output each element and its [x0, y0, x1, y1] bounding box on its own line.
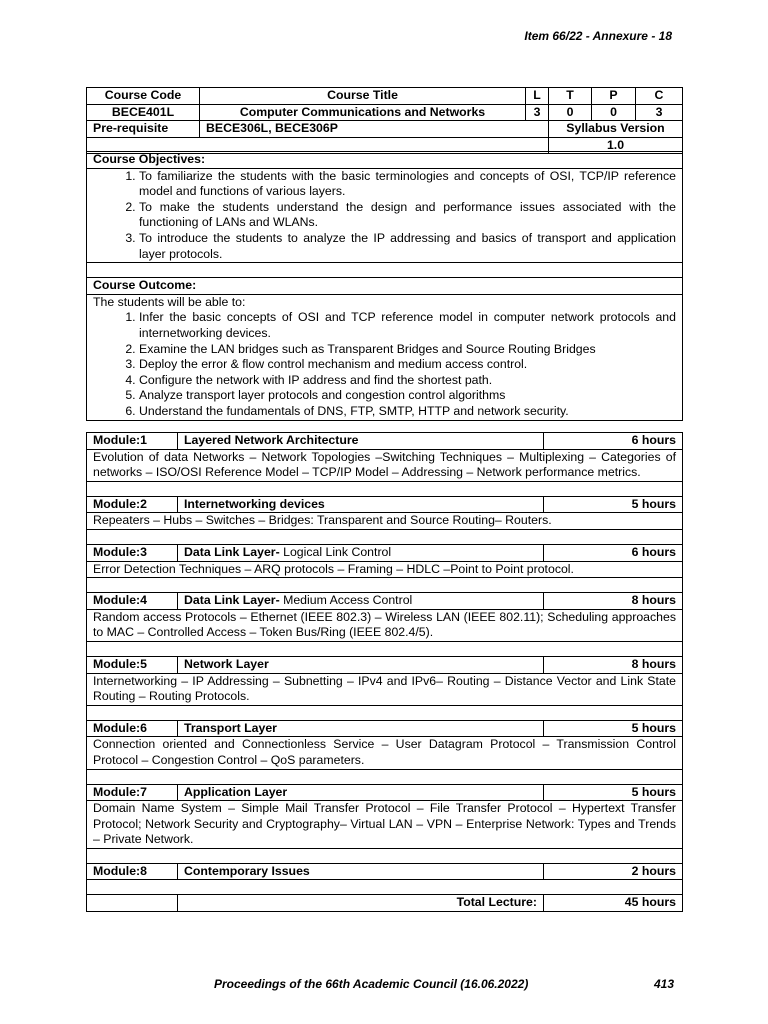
page-number: 413 [653, 977, 674, 991]
objectives-outcomes-table [86, 151, 683, 421]
p-label: P [592, 88, 636, 105]
course-header-row [87, 88, 683, 105]
prereq-value: BECE306L, BECE306P [200, 121, 549, 138]
outcomes-heading: Course Outcome: [87, 278, 683, 295]
objective-item: 3. To introduce the students to analyze the IP addressing and basics of transport and application layer protocols. [139, 231, 676, 262]
t-label: T [549, 88, 592, 105]
total-row [87, 895, 683, 912]
outcome-item: 5. Analyze transport layer protocols and congestion control algorithms [139, 388, 676, 404]
c-label: C [636, 88, 683, 105]
module-content [87, 880, 683, 895]
module-label: Module:7 [87, 784, 178, 801]
spacer-row [87, 578, 683, 593]
outcomes-cell [87, 294, 683, 420]
module-header-row [87, 784, 683, 801]
course-title: Computer Communications and Networks [200, 104, 526, 121]
module-title [178, 784, 544, 801]
module-title [178, 656, 544, 673]
module-hours: 5 hours [544, 496, 683, 513]
module-content: Repeaters – Hubs – Switches – Bridges: Transparent and Source Routing– Routers. [87, 513, 683, 530]
module-hours: 5 hours [544, 720, 683, 737]
module-label: Module:3 [87, 544, 178, 561]
module-hours: 8 hours [544, 593, 683, 610]
outcome-item: 1. Infer the basic concepts of OSI and TCP reference model in computer network protocols and internetworking devices. [139, 310, 676, 341]
module-label: Module:8 [87, 863, 178, 880]
outcomes-list [93, 310, 676, 419]
module-hours: 6 hours [544, 544, 683, 561]
syllabus-version-label: Syllabus Version [549, 121, 683, 138]
spacer-row [87, 769, 683, 784]
prereq-row [87, 121, 683, 138]
module-title [178, 433, 544, 450]
module-label: Module:4 [87, 593, 178, 610]
module-header-row [87, 593, 683, 610]
proceedings-text: Proceedings of the 66th Academic Council (16.06.2022) [214, 977, 529, 991]
outcome-item: 4. Configure the network with IP address and find the shortest path. [139, 373, 676, 389]
t-value: 0 [549, 104, 592, 121]
module-title-bold: Network Layer [184, 656, 269, 671]
module-content: Domain Name System – Simple Mail Transfer Protocol – File Transfer Protocol – Hypertext Transfer Protocol; Network Security and Cryptography– Virtual LAN – VPN – Enterprise Network: Types and Trends – Private Network. [87, 801, 683, 849]
module-title [178, 544, 544, 561]
outcome-item: 3. Deploy the error & flow control mechanism and medium access control. [139, 357, 676, 373]
module-content: Random access Protocols – Ethernet (IEEE 802.3) – Wireless LAN (IEEE 802.11); Scheduling approaches to MAC – Controlled Access – Token Bus/Ring (IEEE 802.4/5). [87, 609, 683, 641]
outcome-item: 6. Understand the fundamentals of DNS, FTP, SMTP, HTTP and network security. [139, 404, 676, 420]
p-value: 0 [592, 104, 636, 121]
module-label: Module:5 [87, 656, 178, 673]
modules-table [86, 432, 683, 912]
module-title-bold: Contemporary Issues [184, 863, 310, 878]
spacer-row [87, 481, 683, 496]
module-hours: 2 hours [544, 863, 683, 880]
spacer-row [87, 848, 683, 863]
module-title [178, 496, 544, 513]
module-label: Module:2 [87, 496, 178, 513]
course-title-label: Course Title [200, 88, 526, 105]
module-header-row [87, 863, 683, 880]
module-hours: 6 hours [544, 433, 683, 450]
module-hours: 5 hours [544, 784, 683, 801]
page-header: Item 66/22 - Annexure - 18 [524, 29, 672, 43]
module-title-bold: Data Link Layer- [184, 544, 280, 559]
course-info-table [86, 87, 683, 154]
module-header-row [87, 433, 683, 450]
module-title-bold: Internetworking devices [184, 496, 325, 511]
total-hours: 45 hours [544, 895, 683, 912]
module-title-bold: Application Layer [184, 784, 288, 799]
c-value: 3 [636, 104, 683, 121]
module-content: Connection oriented and Connectionless Service – User Datagram Protocol – Transmission Control Protocol – Congestion Control – QoS parameters. [87, 737, 683, 769]
course-value-row [87, 104, 683, 121]
module-title-bold: Transport Layer [184, 720, 277, 735]
spacer-row [87, 641, 683, 656]
module-header-row [87, 720, 683, 737]
total-spacer [87, 895, 178, 912]
course-code-label: Course Code [87, 88, 200, 105]
l-value: 3 [526, 104, 549, 121]
module-title-rest: Medium Access Control [279, 593, 413, 608]
total-label: Total Lecture: [178, 895, 544, 912]
module-content: Evolution of data Networks – Network Topologies –Switching Techniques – Multiplexing – Categories of networks – ISO/OSI Reference Model – TCP/IP Model – Addressing – Network performance metrics. [87, 449, 683, 481]
module-title-bold: Data Link Layer- [184, 593, 280, 608]
module-title [178, 863, 544, 880]
module-title-bold: Layered Network Architecture [184, 433, 359, 447]
spacer-row [87, 529, 683, 544]
syllabus-version: 1.0 [549, 137, 683, 154]
module-label: Module:6 [87, 720, 178, 737]
course-code: BECE401L [87, 104, 200, 121]
page-footer [86, 977, 682, 993]
objectives-cell [87, 168, 683, 263]
module-title [178, 720, 544, 737]
outcome-item: 2. Examine the LAN bridges such as Transparent Bridges and Source Routing Bridges [139, 342, 676, 358]
module-content: Internetworking – IP Addressing – Subnetting – IPv4 and IPv6– Routing – Distance Vector and Link State Routing – Routing Protocols. [87, 673, 683, 705]
module-label: Module:1 [87, 433, 178, 450]
module-header-row [87, 544, 683, 561]
module-header-row [87, 496, 683, 513]
module-title [178, 593, 544, 610]
module-hours: 8 hours [544, 656, 683, 673]
spacer-row [87, 705, 683, 720]
objectives-heading: Course Objectives: [87, 152, 683, 169]
objective-item: 1. To familiarize the students with the basic terminologies and concepts of OSI, TCP/IP reference model and functions of various layers. [139, 169, 676, 200]
prereq-label: Pre-requisite [87, 121, 200, 138]
module-header-row [87, 656, 683, 673]
objective-item: 2. To make the students understand the design and performance issues associated with the functioning of LANs and WLANs. [139, 200, 676, 231]
module-content: Error Detection Techniques – ARQ protocols – Framing – HDLC –Point to Point protocol. [87, 561, 683, 578]
objectives-list [93, 169, 676, 263]
l-label: L [526, 88, 549, 105]
spacer-row [87, 263, 683, 278]
module-title-rest: Logical Link Control [279, 544, 392, 559]
outcomes-intro: The students will be able to: [93, 294, 246, 309]
